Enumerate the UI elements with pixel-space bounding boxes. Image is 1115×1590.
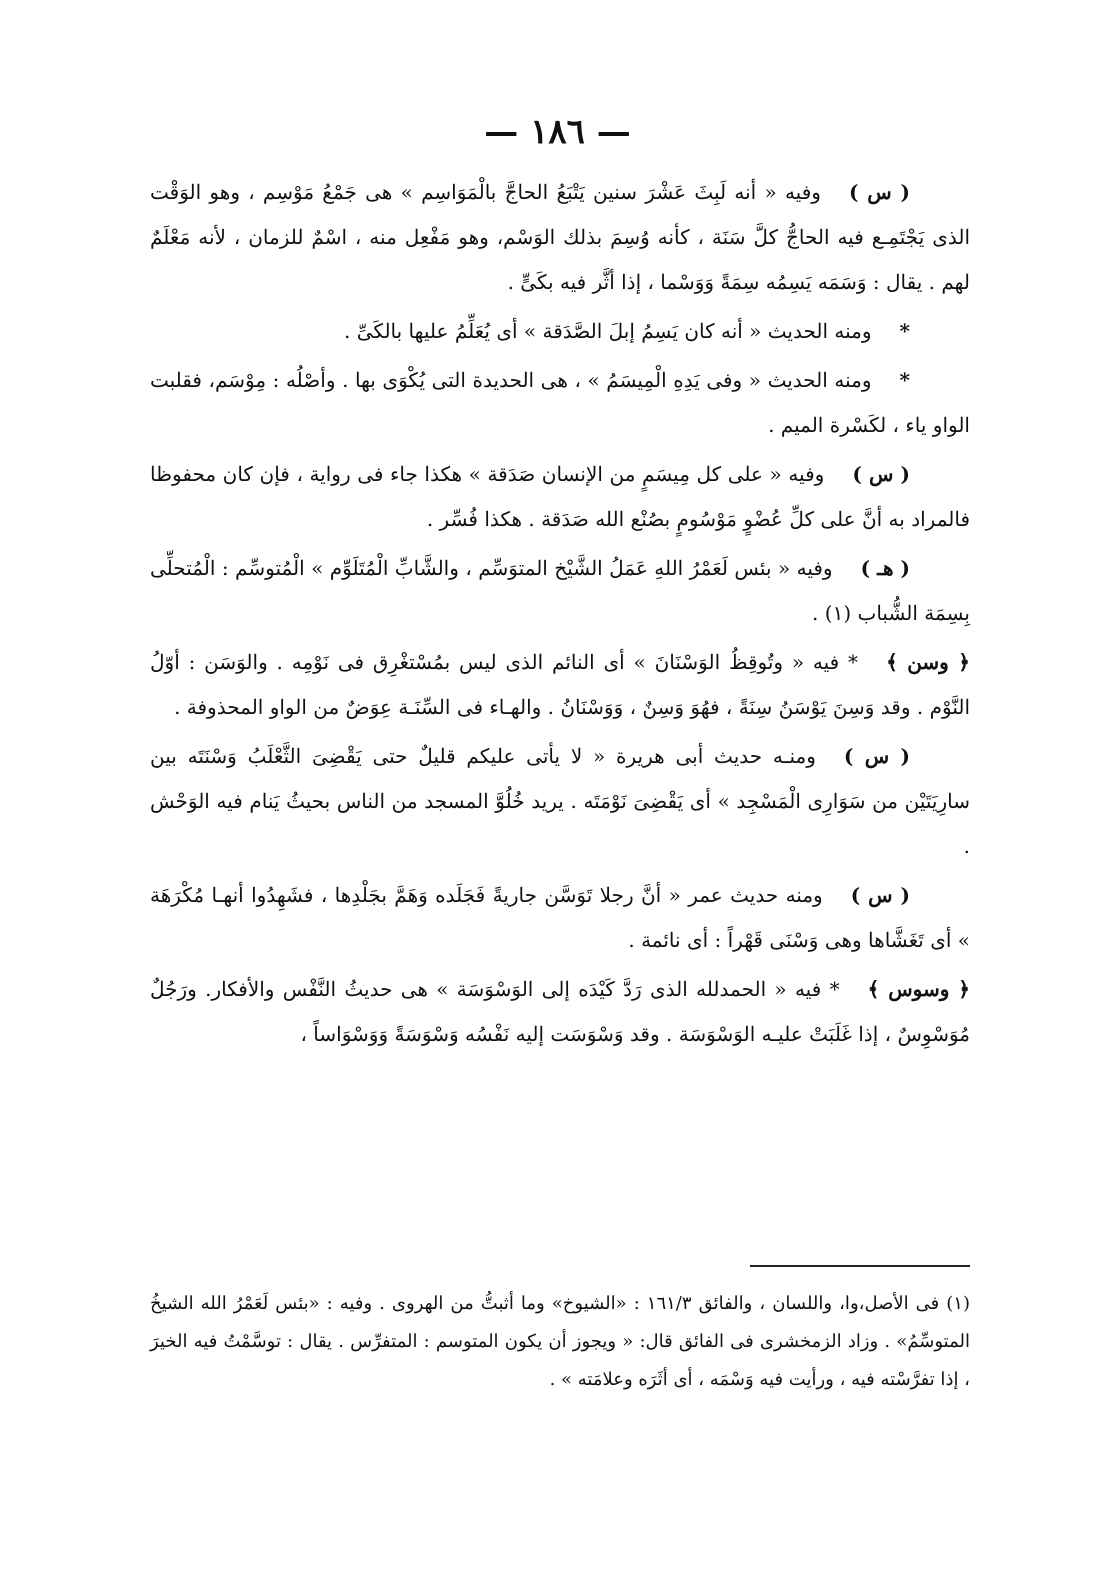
paragraph-text: وفيه « بئس لَعَمْرُ اللهِ عَمَلُ الشَّيْخ المتوَسِّم ، والشَّابِّ الْمُتَلَوِّم » الْمُتوسِّم : الْمُتحلِّى بِسِمَة الشُّباب (١) .	[150, 556, 970, 625]
entry-paragraph	[150, 546, 970, 636]
entry-paragraph	[150, 358, 970, 448]
entry-paragraph	[150, 734, 970, 869]
entry-heading-paragraph	[150, 640, 970, 730]
entry-paragraph	[150, 873, 970, 963]
paragraph-text: ومنه الحديث « وفى يَدِهِ الْمِيسَمُ » ، هى الحديدة التى يُكْوَى بها . وأصْلُه : مِوْسَم، فقلبت الواو ياء ، لكَسْرة الميم .	[150, 368, 970, 437]
paragraph-text: * فيه « الحمدلله الذى رَدَّ كَيْدَه إلى الوَسْوَسَة » هى حديثُ النَّفْس والأفكار. ورَجُلٌ مُوَسْوِسٌ ، إذا غَلَبَتْ عليـه الوَسْوَسَة . وقد وَسْوَسَت إليه نَفْسُه وَسْوَسَةً وَوَسْوَاساً ،	[150, 977, 970, 1046]
entry-heading-paragraph	[150, 967, 970, 1057]
entry-paragraph	[150, 309, 970, 354]
footnotes	[150, 1285, 970, 1403]
root-heading: ﴿ وسوس ﴾	[867, 977, 971, 1001]
source-tag: ( س )	[843, 744, 910, 768]
root-heading: ﴿ وسن ﴾	[886, 650, 970, 674]
star-marker: *	[899, 319, 910, 343]
paragraph-text: وفيه « أنه لَبِثَ عَشْرَ سنين يَتْبَعُ الحاجَّ بالْمَوَاسِم » هى جَمْعُ مَوْسِم ، وهو الوَقْت الذى يَجْتَمِـع فيه الحاجُّ كلَّ سَنَة ، كأنه وُسِمَ بذلك الوَسْم، وهو مَفْعِل منه ، اسْمٌ للزمان ، لأنه مَعْلَمٌ لهم . يقال : وَسَمَه يَسِمُه سِمَةً وَوَسْما ، إذا أثَّر فيه بكَىٍّ .	[150, 180, 970, 294]
page-number: — ١٨٦ —	[484, 112, 631, 152]
footnote-divider	[750, 1265, 970, 1267]
main-text	[150, 170, 970, 1061]
paragraph-text: وفيه « على كل مِيسَمٍ من الإنسان صَدَقة » هكذا جاء فى رواية ، فإن كان محفوظا فالمراد به أنَّ على كلِّ عُضْوٍ مَوْسُومٍ بصُنْع الله صَدَقة . هكذا فُسِّر .	[150, 462, 970, 531]
paragraph-text: ومنه الحديث « أنه كان يَسِمُ إبلَ الصَّدَقة » أى يُعَلِّمُ عليها بالكَىِّ .	[344, 319, 872, 343]
paragraph-text: * فيه « وتُوقِظُ الوَسْنَانَ » أى النائم الذى ليس بمُسْتغْرِق فى نَوْمِه . والوَسَن : أوّلُ النَّوْم . وقد وَسِنَ يَوْسَنُ سِنَةً ، فهُوَ وَسِنٌ ، وَوَسْنَانُ . والهـاء فى السِّنَـة عِوَضٌ من الواو المحذوفة .	[150, 650, 970, 719]
entry-paragraph	[150, 452, 970, 542]
entry-paragraph	[150, 170, 970, 305]
paragraph-text: ومنـه حديث أبى هريرة « لا يأتى عليكم قليلٌ حتى يَقْضِىَ الثَّعْلَبُ وَسْنَتَه بين سارِيَتَيْن من سَوَارِى الْمَسْجِد » أى يَقْضِىَ نَوْمَتَه . يريد خُلُوَّ المسجد من الناس بحيثُ يَنام فيه الوَحْش .	[150, 744, 970, 858]
footnote: (١) فى الأصل،وا، واللسان ، والفائق ١٦١/٣ : «الشيوخ» وما أثبتُّ من الهروى . وفيه : «بئس لَعَمْرُ الله الشيخُ المتوسِّمُ» . وزاد الزمخشرى فى الفائق قال: « ويجوز أن يكون المتوسم : المتفرِّس . يقال : توسَّمْتُ فيه الخيرَ ، إذا تفرَّسْته فيه ، ورأيت فيه وَسْمَه ، أى أثَرَه وعلامَته » .	[150, 1293, 970, 1390]
source-tag: ( س )	[848, 180, 910, 204]
paragraph-text: ومنه حديث عمر « أنَّ رجلا تَوَسَّن جاريةً فَجَلَده وَهَمَّ بجَلْدِها ، فشَهِدُوا أنهـا مُكْرَهَة » أى تَغَشَّاها وهى وَسْنَى قَهْراً : أى نائمة .	[150, 883, 970, 952]
source-tag: ( س )	[850, 883, 911, 907]
source-tag: ( س )	[852, 462, 911, 486]
source-tag: ( هـ )	[860, 556, 910, 580]
star-marker: *	[899, 368, 910, 392]
